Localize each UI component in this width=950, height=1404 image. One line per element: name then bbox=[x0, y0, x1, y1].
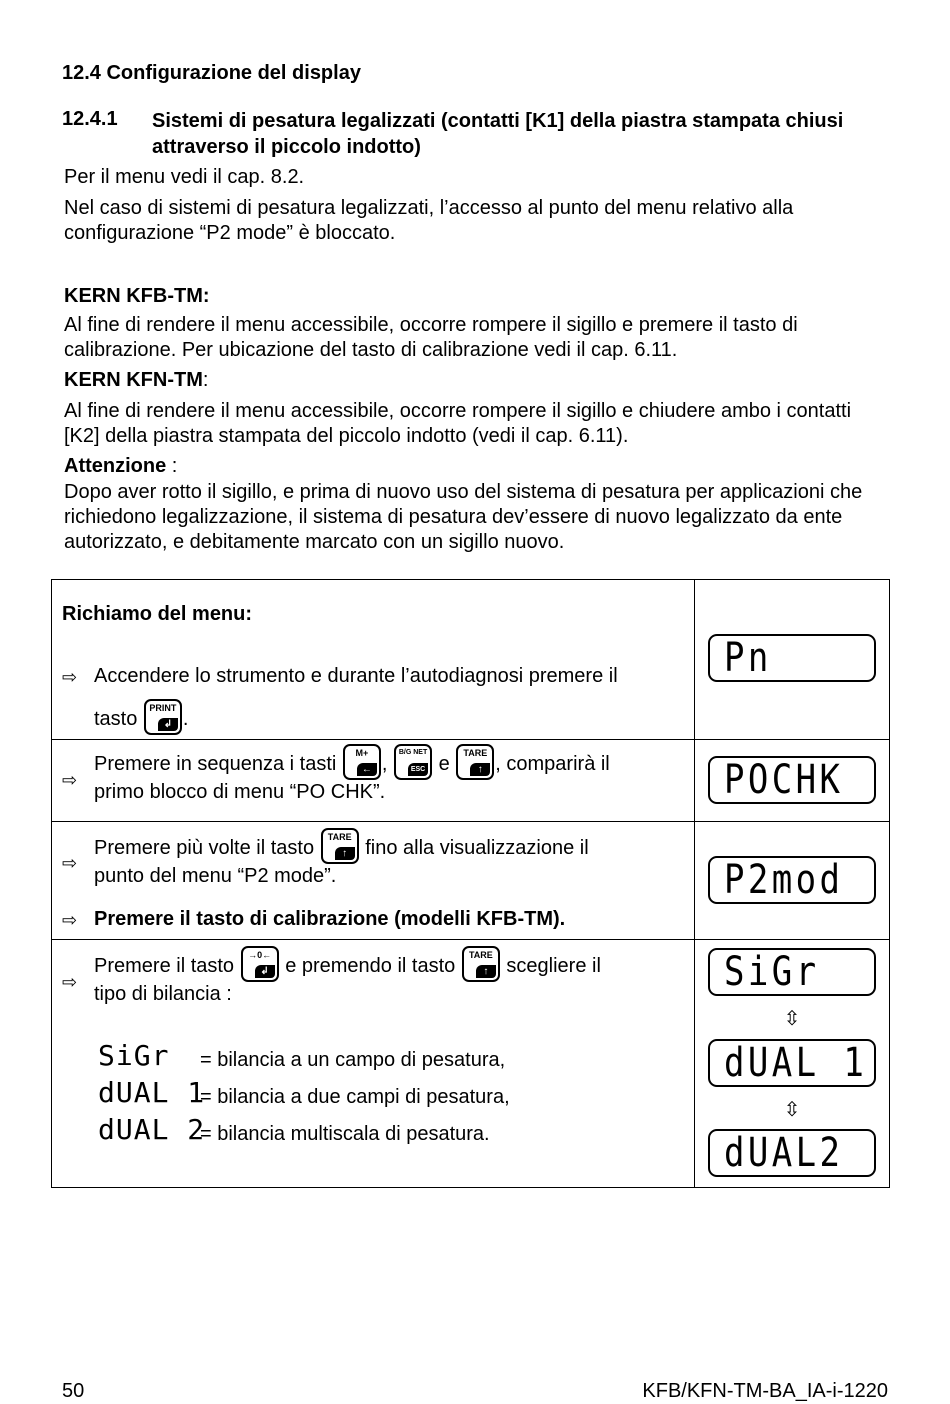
menu-procedure-table bbox=[51, 579, 890, 1188]
row1-step-end: . bbox=[182, 708, 189, 730]
kfn-heading-suffix: : bbox=[202, 369, 209, 391]
option-code: dUAL 2 bbox=[98, 1113, 206, 1146]
kfb-text: Al fine di rendere il menu accessibile, occorre rompere il sigillo e premere il tasto di calibrazione. Per ubicazione del tasto di calibrazione vedi il cap. 6.11. bbox=[64, 314, 798, 361]
row1-step-text bbox=[94, 664, 684, 735]
kfn-heading-line bbox=[64, 368, 884, 393]
lcd-text: POCHK bbox=[724, 757, 844, 803]
lcd-display bbox=[708, 634, 876, 682]
row2-display-cell bbox=[695, 740, 890, 822]
row3-step-a: Premere più volte il tasto bbox=[94, 837, 315, 859]
lcd-text: dUAL 1 bbox=[724, 1040, 868, 1086]
tare-key-sub: ↑ bbox=[470, 763, 490, 776]
attention-text: Dopo aver rotto il sigillo, e prima di nuovo uso del sistema di pesatura per applicazioni che richiedono legalizzazione, il sistema di pesatura dev’essere di nuovo legalizzato da ente autorizzato, e debitamente marcato con un sigillo nuovo. bbox=[64, 481, 863, 553]
row1-step-line1: Accendere lo strumento e durante l’autodiagnosi premere il bbox=[94, 665, 618, 687]
row3-step-text bbox=[94, 828, 684, 889]
row4-step-c: scegliere il bbox=[506, 955, 601, 977]
tare-key-label: TARE bbox=[463, 748, 488, 758]
menu-recall-heading: Richiamo del menu: bbox=[62, 603, 253, 625]
lcd-display bbox=[708, 1129, 876, 1177]
row3-step-line2: punto del menu “P2 mode”. bbox=[94, 865, 337, 887]
tare-key-sub: ↑ bbox=[476, 965, 496, 978]
kfb-heading: KERN KFB-TM: bbox=[64, 285, 210, 307]
kfn-heading: KERN KFN-TM bbox=[64, 369, 203, 391]
mplus-key-label: M+ bbox=[355, 748, 369, 758]
table-row bbox=[52, 740, 890, 822]
intro-p2: Nel caso di sistemi di pesatura legalizzati, l’accesso al punto del menu relativo alla configurazione “P2 mode” è bloccato. bbox=[64, 197, 794, 244]
document-code: KFB/KFN-TM-BA_IA-i-1220 bbox=[642, 1380, 888, 1402]
lcd-text: Pn bbox=[724, 635, 772, 681]
lcd-text: dUAL2 bbox=[724, 1130, 844, 1176]
section-title: 12.4 Configurazione del display bbox=[62, 62, 361, 84]
lcd-text: SiGr bbox=[724, 949, 820, 995]
subsection-number: 12.4.1 bbox=[62, 108, 118, 130]
row1-instructions bbox=[52, 580, 695, 740]
row2-step-line2: primo blocco di menu “PO CHK”. bbox=[94, 781, 386, 803]
row2-comma: , bbox=[381, 753, 388, 775]
zero-key-icon bbox=[241, 946, 279, 982]
row2-and: e bbox=[438, 753, 450, 775]
option-code: dUAL 1 bbox=[98, 1076, 206, 1109]
tare-key-sub: ↑ bbox=[335, 847, 355, 860]
lcd-display bbox=[708, 1039, 876, 1087]
row4-step-a: Premere il tasto bbox=[94, 955, 235, 977]
up-down-arrow-icon: ⇳ bbox=[783, 1099, 801, 1121]
row4-step-b: e premendo il tasto bbox=[285, 955, 456, 977]
attention-heading-line bbox=[64, 454, 884, 479]
option-desc: = bilancia a due campi di pesatura, bbox=[200, 1086, 510, 1108]
row2-step-line1 bbox=[94, 744, 684, 780]
lcd-text: P2mod bbox=[724, 857, 844, 903]
tare-key-icon bbox=[321, 828, 359, 864]
arrow-icon: ⇨ bbox=[62, 910, 78, 930]
table-row bbox=[52, 580, 890, 740]
net-esc-key-icon bbox=[394, 744, 432, 780]
row2-step-text bbox=[94, 744, 684, 805]
table-row bbox=[52, 940, 890, 1188]
tare-key-label: TARE bbox=[327, 832, 352, 842]
row2-step-a: Premere in sequenza i tasti bbox=[94, 753, 337, 775]
lcd-display bbox=[708, 948, 876, 996]
option-desc: = bilancia multiscala di pesatura. bbox=[200, 1123, 490, 1145]
print-key-sub: ↲ bbox=[158, 718, 178, 731]
attention-suffix: : bbox=[166, 455, 178, 477]
row3-instructions bbox=[52, 822, 695, 940]
arrow-icon: ⇨ bbox=[62, 667, 78, 687]
row3-step-b: fino alla visualizzazione il bbox=[365, 837, 589, 859]
row3-display-cell bbox=[695, 822, 890, 940]
lcd-display bbox=[708, 756, 876, 804]
up-down-arrow-icon: ⇳ bbox=[783, 1008, 801, 1030]
net-key-sub: ESC bbox=[408, 763, 428, 776]
print-key-label: PRINT bbox=[149, 703, 177, 713]
row1-step-line2-text: tasto bbox=[94, 708, 138, 730]
mplus-key-icon bbox=[343, 744, 381, 780]
arrow-icon: ⇨ bbox=[62, 972, 78, 992]
arrow-icon: ⇨ bbox=[62, 853, 78, 873]
kfn-text: Al fine di rendere il menu accessibile, occorre rompere il sigillo e chiudere ambo i contatti [K2] della piastra stampata del piccolo indotto (vedi il cap. 6.11). bbox=[64, 400, 852, 447]
row4-step-line1 bbox=[94, 946, 684, 982]
subsection-title: Sistemi di pesatura legalizzati (contatti [K1] della piastra stampata chiusi attraverso il piccolo indotto) bbox=[152, 110, 844, 158]
row3-step-line1 bbox=[94, 828, 684, 864]
page-number: 50 bbox=[62, 1380, 85, 1402]
option-code: SiGr bbox=[98, 1039, 170, 1072]
row2-instructions bbox=[52, 740, 695, 822]
zero-key-sub: ↲ bbox=[255, 965, 275, 978]
row1-display-cell bbox=[695, 580, 890, 740]
tare-key-label: TARE bbox=[468, 950, 493, 960]
print-key-icon bbox=[144, 699, 182, 735]
row4-step-line2: tipo di bilancia : bbox=[94, 983, 232, 1005]
row4-display-cell bbox=[695, 940, 890, 1188]
option-desc: = bilancia a un campo di pesatura, bbox=[200, 1049, 506, 1071]
net-key-label: B/G NET bbox=[398, 749, 428, 756]
attention-heading: Attenzione bbox=[64, 455, 167, 477]
row4-step-text bbox=[94, 946, 684, 1007]
tare-key-icon bbox=[462, 946, 500, 982]
zero-key-label: →0← bbox=[248, 950, 272, 960]
row3-step-bold: Premere il tasto di calibrazione (modelli KFB-TM). bbox=[94, 908, 566, 930]
mplus-key-sub: ← bbox=[357, 763, 377, 776]
row1-step-line2 bbox=[94, 699, 684, 735]
table-row bbox=[52, 822, 890, 940]
lcd-display bbox=[708, 856, 876, 904]
row2-step-b: , comparirà il bbox=[495, 753, 610, 775]
arrow-icon: ⇨ bbox=[62, 770, 78, 790]
row4-instructions bbox=[52, 940, 695, 1188]
tare-key-icon bbox=[456, 744, 494, 780]
intro-p1: Per il menu vedi il cap. 8.2. bbox=[64, 166, 305, 188]
